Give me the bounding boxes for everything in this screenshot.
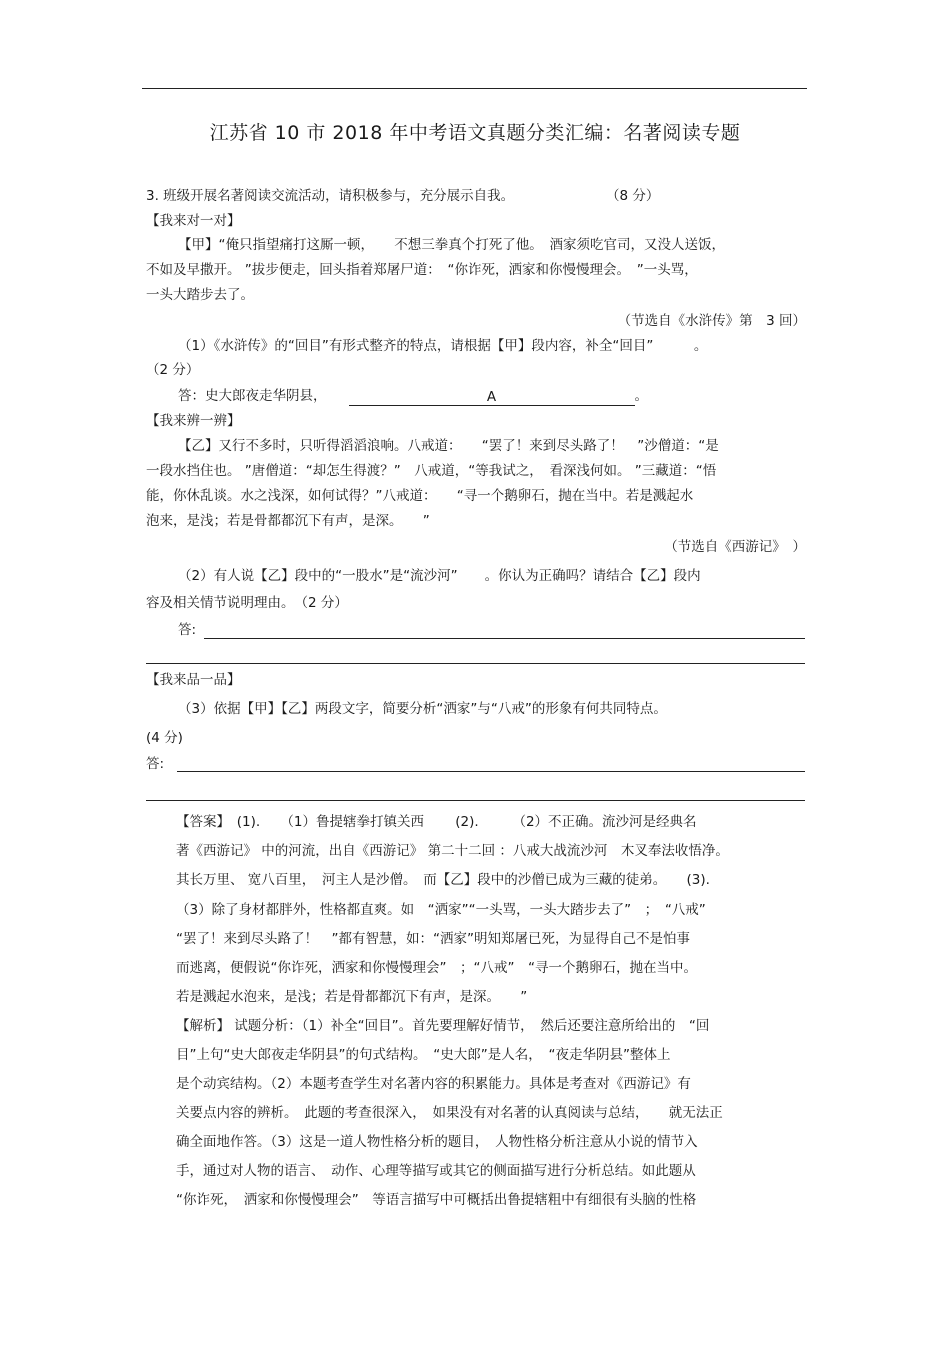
answer-blank-a: A [349, 387, 635, 406]
sub-question-3: （3）依据【甲】【乙】两段文字，简要分析“洒家”与“八戒”的形象有何共同特点。 [178, 701, 667, 717]
header-rule [142, 88, 807, 89]
answer-suffix: 。 [634, 388, 648, 404]
analysis-line-3: 是个动宾结构。（2）本题考查学生对名著内容的积累能力。具体是考查对《西游记》有 [176, 1076, 691, 1092]
answer-line-3b [146, 800, 805, 801]
passage-jia-line-2: 不如及早撒开。 ”拔步便走，回头指着郑屠尸道： “你诈死，洒家和你慢慢理会。 ”一头骂， [146, 262, 698, 278]
answer-line-2a [204, 638, 805, 639]
passage-yi-line-3: 能，你休乱谈。水之浅深，如何试得？”八戒道： “寻一个鹅卵石，抛在当中。若是溅起水 [146, 488, 694, 504]
section-heading-3: 【我来品一品】 [146, 672, 241, 688]
answer-line-4: （3）除了身材都胖外，性格都直爽。如 “洒家”“一头骂，一头大踏步去了” ； “八戒” [176, 902, 706, 918]
sub-question-3-points: (4 分) [146, 730, 183, 746]
passage-yi-line-2: 一段水挡住也。 ”唐僧道：“却怎生得渡？” 八戒道，“等我试之， 看深浅何如。 ”三藏道：“悟 [146, 463, 717, 479]
analysis-line-2: 目”上句“史大郎夜走华阴县”的句式结构。 “史大郎”是人名， “夜走华阴县”整体上 [176, 1047, 671, 1063]
answer-line-7: 若是溅起水泡来，是浅；若是骨都都沉下有声，是深。 ” [176, 989, 528, 1005]
answer-line-5: “罢了！来到尽头路了！ ”都有智慧，如：“洒家”明知郑屠已死，为显得自己不是怕事 [176, 931, 690, 947]
analysis-line-4: 关要点内容的辨析。 此题的考查很深入， 如果没有对名著的认真阅读与总结， 就无法正 [176, 1105, 723, 1121]
answer-prefix: 答：史大郎夜走华阴县， [178, 388, 327, 404]
answer-label-3: 答: [146, 756, 165, 772]
passage-jia-line-3: 一头大踏步去了。 [146, 287, 254, 303]
analysis-line-7: “你诈死， 洒家和你慢慢理会” 等语言描写中可概括出鲁提辖粗中有细很有头脑的性格 [176, 1192, 697, 1208]
answer-line-2b [146, 663, 805, 664]
answer-line-2: 著《西游记》 中的河流，出自《西游记》 第二十二回 ：八戒大战流沙河 木叉奉法收悟净。 [176, 843, 729, 859]
passage-jia-source: （节选自《水浒传》第 3 回） [617, 313, 806, 329]
sub-question-2-line-1: （2）有人说【乙】段中的“一股水”是“流沙河” 。你认为正确吗？请结合【乙】段内 [178, 568, 701, 584]
passage-yi-source: （节选自《西游记》 ） [664, 539, 806, 555]
answer-line-1: 【答案】 (1). （1）鲁提辖拳打镇关西 (2). （2）不正确。流沙河是经典名 [176, 814, 697, 830]
sub-question-1: （1）《水浒传》的“回目”有形式整齐的特点，请根据【甲】段内容，补全“回目” 。 [178, 338, 708, 354]
answer-line-3a [177, 771, 805, 772]
sub-question-1-points: （2 分） [146, 362, 200, 378]
page-title: 江苏省 10 市 2018 年中考语文真题分类汇编：名著阅读专题 [209, 122, 741, 144]
analysis-line-6: 手，通过对人物的语言、 动作、心理等描写或其它的侧面描写进行分析总结。如此题从 [176, 1163, 696, 1179]
passage-jia-line-1: 【甲】“俺只指望痛打这厮一顿， 不想三拳真个打死了他。 酒家须吃官司，又没人送饭， [178, 237, 725, 253]
question-intro-text: 3. 班级开展名著阅读交流活动，请积极参与，充分展示自我。 [146, 188, 515, 204]
question-intro [146, 186, 806, 206]
section-heading-2: 【我来辨一辨】 [146, 413, 241, 429]
answer-line-6: 而逃离，便假说“你诈死，洒家和你慢慢理会” ；“八戒” “寻一个鹅卵石，抛在当中。 [176, 960, 697, 976]
sub-question-1-answer [178, 386, 838, 406]
passage-yi-line-1: 【乙】又行不多时，只听得滔滔浪响。八戒道： “罢了！来到尽头路了！ ”沙僧道：“是 [178, 438, 719, 454]
analysis-line-1: 【解析】 试题分析：（1）补全“回目”。首先要理解好情节， 然后还要注意所给出的 “回 [176, 1018, 710, 1034]
analysis-line-5: 确全面地作答。（3）这是一道人物性格分析的题目， 人物性格分析注意从小说的情节入 [176, 1134, 698, 1150]
sub-question-2-line-2: 容及相关情节说明理由。 （2 分） [146, 595, 348, 611]
answer-line-3: 其长万里、 宽八百里， 河主人是沙僧。 而【乙】段中的沙僧已成为三藏的徒弟。 (3). [176, 872, 710, 888]
question-points: （8 分） [606, 188, 660, 204]
passage-yi-line-4: 泡来，是浅；若是骨都都沉下有声，是深。 ” [146, 513, 430, 529]
answer-label-2: 答: [178, 622, 197, 638]
section-heading-1: 【我来对一对】 [146, 213, 241, 229]
